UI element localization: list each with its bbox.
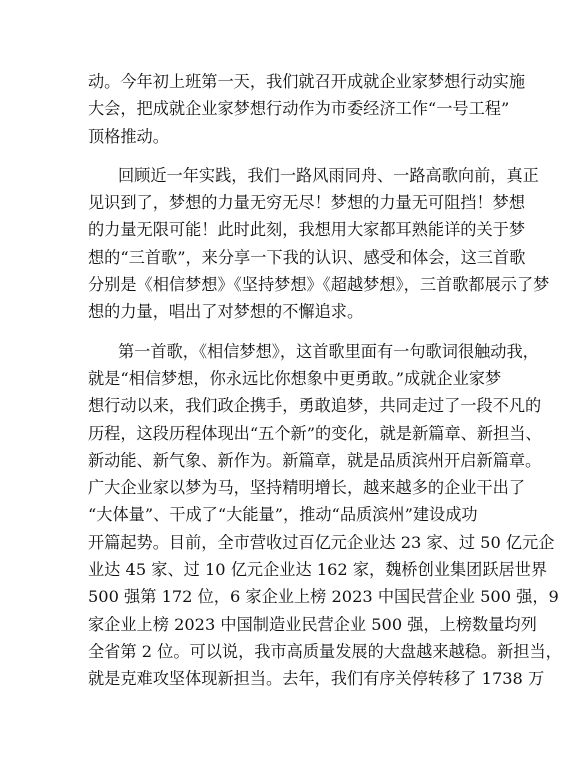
text-line: 就是“相信梦想，你永远比你想象中更勇敢。”成就企业家梦 — [88, 368, 502, 388]
text-line: 家企业上榜 2023 中国制造业民营企业 500 强，上榜数量均列 — [88, 614, 537, 634]
text-line: 全省第 2 位。可以说，我市高质量发展的大盘越来越稳。新担当， — [88, 641, 562, 661]
paragraph-spacer — [88, 150, 508, 162]
text-line: 想行动以来，我们政企携手，勇敢追梦，共同走过了一段不凡的 — [88, 396, 542, 416]
text-line: 大会，把成就企业家梦想行动作为市委经济工作“一号工程” — [88, 99, 510, 119]
paragraph — [88, 68, 526, 150]
text-line: 的力量无限可能！此时此刻，我想用大家都耳熟能详的关于梦 — [88, 220, 526, 240]
text-line: 500 强第 172 位，6 家企业上榜 2023 中国民营企业 500 强，9 — [88, 587, 559, 607]
text-line: “大体量”、干成了“大能量”，推动“品质滨州”建设成功 — [88, 505, 478, 525]
text-line: 想的力量，唱出了对梦想的不懈追求。 — [88, 302, 364, 322]
text-line: 想的“三首歌”，来分享一下我的认识、感受和体会，这三首歌 — [88, 247, 526, 267]
text-line: 历程，这段历程体现出“五个新”的变化，就是新篇章、新担当、 — [88, 423, 542, 443]
text-line: 业达 45 家、过 10 亿元企业达 162 家，魏桥创业集团跃居世界 — [88, 560, 548, 580]
text-line: 见识到了，梦想的力量无穷无尽！梦想的力量无可阻挡！梦想 — [88, 193, 526, 213]
text-line: 回顾近一年实践，我们一路风雨同舟、一路高歌向前，真正 — [118, 165, 539, 185]
text-line: 动。今年初上班第一天，我们就召开成就企业家梦想行动实施 — [88, 72, 526, 91]
text-line: 就是克难攻坚体现新担当。去年，我们有序关停转移了 1738 万 — [88, 669, 545, 689]
text-line: 广大企业家以梦为马，坚持精明增长，越来越多的企业干出了 — [88, 478, 526, 498]
text-line: 新动能、新气象、新作为。新篇章，就是品质滨州开启新篇章。 — [88, 450, 542, 470]
paragraph-spacer — [88, 326, 508, 338]
text-line: 开篇起势。目前，全市营收过百亿元企业达 23 家、过 50 亿元企 — [88, 532, 555, 552]
text-line: 顶格推动。 — [88, 126, 169, 146]
document-body — [88, 68, 562, 693]
text-line: 第一首歌，《相信梦想》，这首歌里面有一句歌词很触动我， — [118, 341, 539, 361]
paragraph — [88, 162, 550, 326]
text-line: 分别是《相信梦想》《坚持梦想》《超越梦想》，三首歌都展示了梦 — [88, 275, 550, 295]
paragraph — [88, 338, 562, 693]
